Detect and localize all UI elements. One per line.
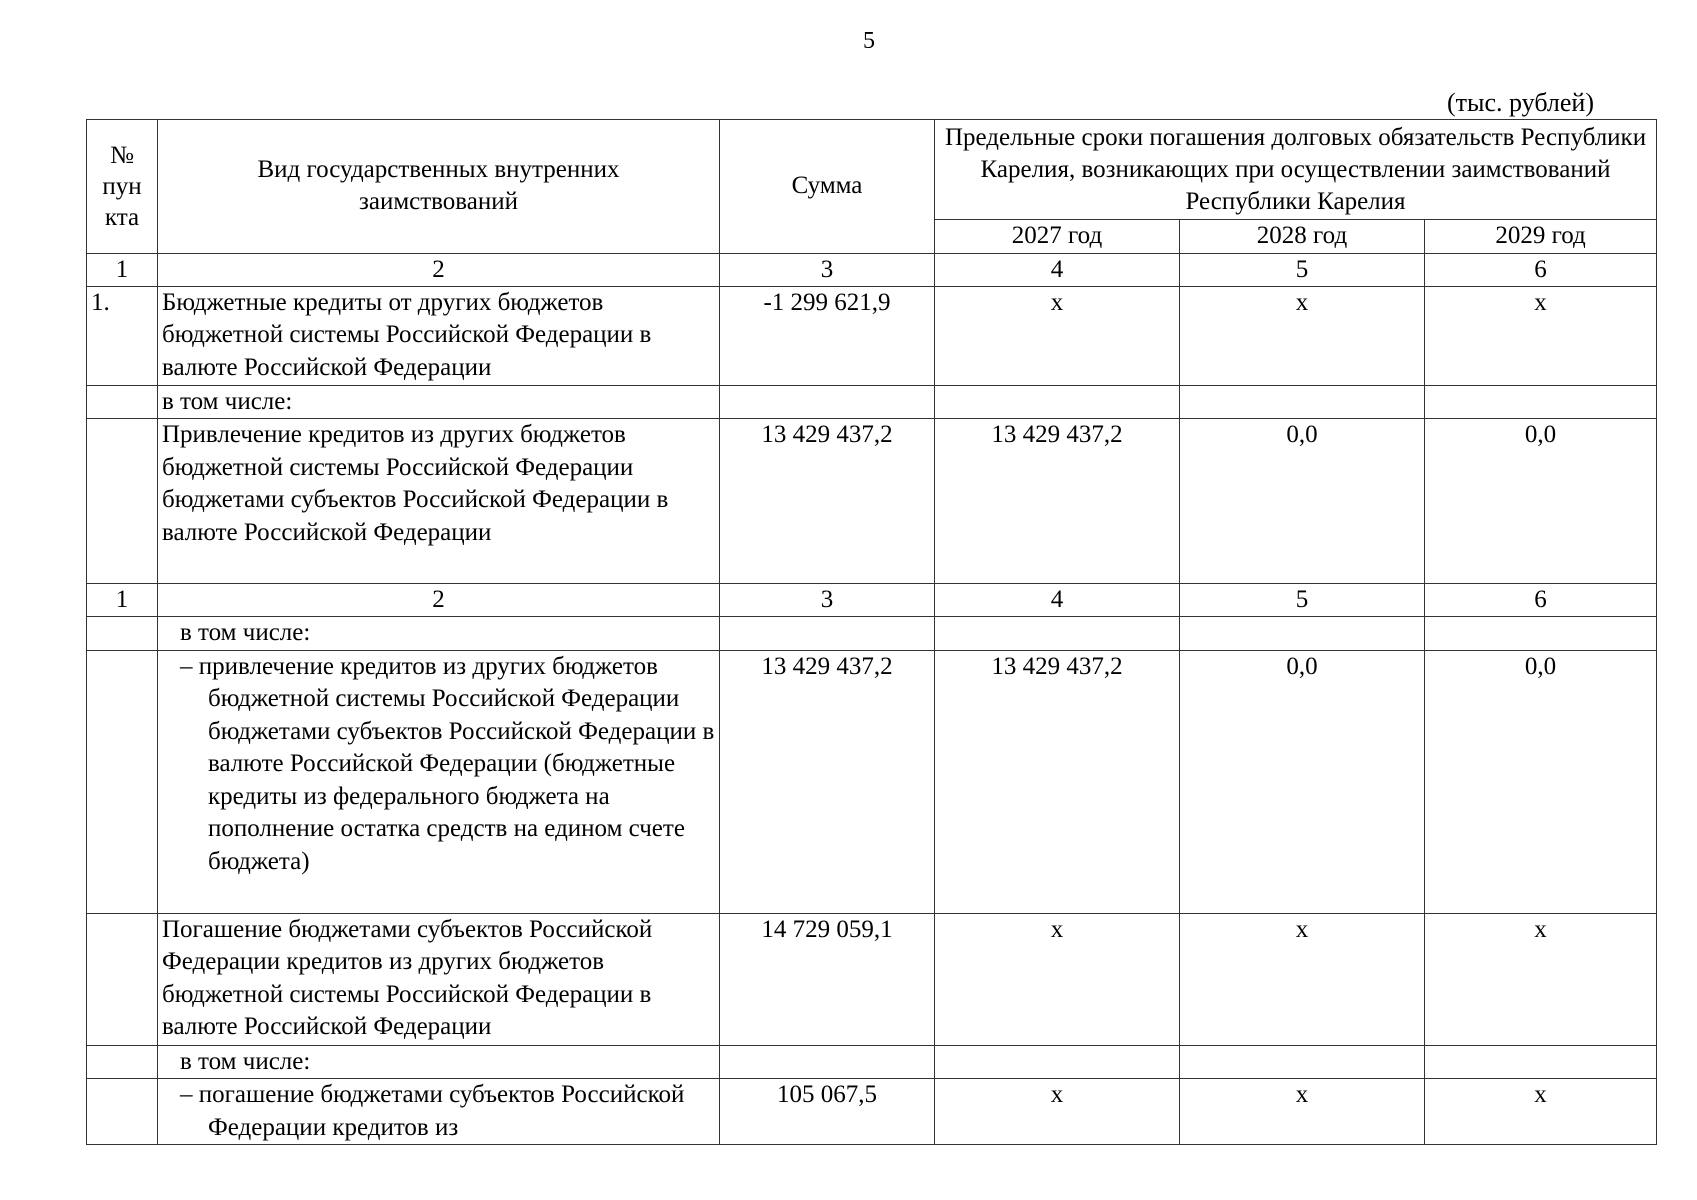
table-row: [87, 1045, 1657, 1079]
column-number: 2: [158, 584, 720, 617]
row-number: [87, 1045, 158, 1079]
column-number: 1: [87, 253, 158, 286]
column-number: 6: [1425, 253, 1657, 286]
header-borrowing-type: Вид государственных внутренних заимствований: [158, 120, 720, 254]
row-2028: х: [1180, 286, 1425, 385]
row-sum: [720, 617, 935, 651]
header-item-number: № пун кта: [87, 120, 158, 254]
row-2029: 0,0: [1425, 419, 1657, 584]
row-name: – привлечение кредитов из других бюджетов бюджетной системы Российской Федерации бюджетами субъектов Российской Федерации в валюте Российской Федерации (бюджетные кредиты из федерального бюджета на пополнение остатка средств на едином счете бюджета): [158, 650, 720, 913]
row-number: [87, 1079, 158, 1145]
column-number: 1: [87, 584, 158, 617]
row-2029: х: [1425, 913, 1657, 1045]
column-number: 6: [1425, 584, 1657, 617]
row-2027: х: [935, 286, 1180, 385]
row-name: Бюджетные кредиты от других бюджетов бюджетной системы Российской Федерации в валюте Российской Федерации: [158, 286, 720, 385]
row-2028: х: [1180, 1079, 1425, 1145]
row-sum: [720, 385, 935, 419]
column-number: 5: [1180, 253, 1425, 286]
header-sum: Сумма: [720, 120, 935, 254]
column-number: 4: [935, 253, 1180, 286]
row-2028: [1180, 1045, 1425, 1079]
table-row: [87, 617, 1657, 651]
row-2028: х: [1180, 913, 1425, 1045]
table-row: [87, 1079, 1657, 1145]
table-row: [87, 286, 1657, 385]
borrowings-table: [86, 119, 1657, 1145]
column-numbers-row: [87, 253, 1657, 286]
row-sum: 13 429 437,2: [720, 419, 935, 584]
row-2029: 0,0: [1425, 650, 1657, 913]
column-number: 3: [720, 253, 935, 286]
row-number: [87, 419, 158, 584]
row-2029: [1425, 617, 1657, 651]
table-row: [87, 650, 1657, 913]
table-row: [87, 913, 1657, 1045]
column-number: 2: [158, 253, 720, 286]
row-number: 1.: [87, 286, 158, 385]
row-2029: х: [1425, 1079, 1657, 1145]
row-name: Погашение бюджетами субъектов Российской Федерации кредитов из других бюджетов бюджетной системы Российской Федерации в валюте Российской Федерации: [158, 913, 720, 1045]
column-numbers-row: [87, 584, 1657, 617]
column-number: 3: [720, 584, 935, 617]
row-sum: -1 299 621,9: [720, 286, 935, 385]
row-number: [87, 913, 158, 1045]
row-2029: х: [1425, 286, 1657, 385]
row-2027: [935, 1045, 1180, 1079]
row-2028: 0,0: [1180, 419, 1425, 584]
row-sum: 105 067,5: [720, 1079, 935, 1145]
column-number: 5: [1180, 584, 1425, 617]
row-2027: 13 429 437,2: [935, 650, 1180, 913]
row-2028: [1180, 385, 1425, 419]
row-2027: х: [935, 1079, 1180, 1145]
column-number: 4: [935, 584, 1180, 617]
row-2028: [1180, 617, 1425, 651]
row-2029: [1425, 385, 1657, 419]
row-name: в том числе:: [158, 617, 720, 651]
row-sum: 14 729 059,1: [720, 913, 935, 1045]
table-row: [87, 385, 1657, 419]
header-year-2029: 2029 год: [1425, 220, 1657, 254]
row-name: Привлечение кредитов из других бюджетов бюджетной системы Российской Федерации бюджетами субъектов Российской Федерации в валюте Российской Федерации: [158, 419, 720, 584]
row-name: в том числе:: [158, 1045, 720, 1079]
page-number: 5: [863, 28, 875, 54]
row-sum: [720, 1045, 935, 1079]
row-2027: х: [935, 913, 1180, 1045]
header-year-2028: 2028 год: [1180, 220, 1425, 254]
units-label: (тыс. рублей): [1446, 88, 1594, 117]
row-number: [87, 617, 158, 651]
row-2029: [1425, 1045, 1657, 1079]
row-number: [87, 650, 158, 913]
row-name: – погашение бюджетами субъектов Российской Федерации кредитов из: [158, 1079, 720, 1145]
header-repayment-terms: Предельные сроки погашения долговых обязательств Республики Карелия, возникающих при осуществлении заимствований Республики Карелия: [935, 120, 1657, 220]
header-year-2027: 2027 год: [935, 220, 1180, 254]
row-number: [87, 385, 158, 419]
row-2027: [935, 617, 1180, 651]
row-sum: 13 429 437,2: [720, 650, 935, 913]
table-row: [87, 419, 1657, 584]
row-2028: 0,0: [1180, 650, 1425, 913]
row-2027: 13 429 437,2: [935, 419, 1180, 584]
row-name: в том числе:: [158, 385, 720, 419]
row-2027: [935, 385, 1180, 419]
